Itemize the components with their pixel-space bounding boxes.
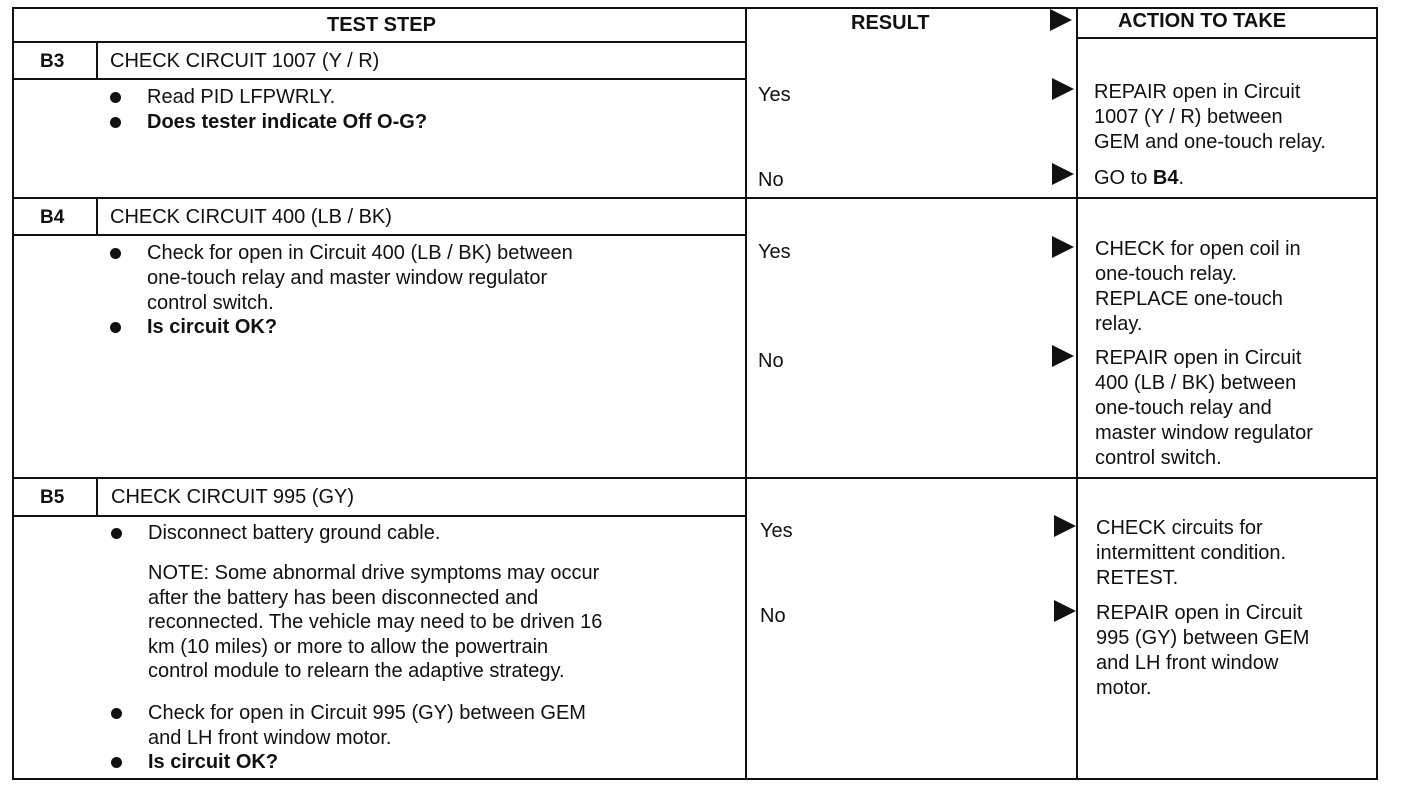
b5-no-action-2: 995 (GY) between GEM	[1096, 627, 1310, 649]
b3-procedure-2: Does tester indicate Off O-G?	[147, 111, 428, 133]
b4-yes-action-4: relay.	[1095, 313, 1143, 335]
header-divider	[12, 41, 747, 43]
b4-id-sep	[96, 197, 98, 236]
b5-procedure-1: Disconnect battery ground cable.	[148, 522, 441, 544]
border-bottom	[12, 778, 1378, 780]
bullet-icon	[110, 92, 121, 103]
b3-result-no: No	[758, 169, 784, 191]
b3-no-arrow-icon	[1052, 163, 1074, 185]
step-title-b3: CHECK CIRCUIT 1007 (Y / R)	[110, 50, 380, 72]
header-divider-right	[1076, 37, 1378, 39]
bullet-icon	[110, 117, 121, 128]
b5-yes-arrow-icon	[1054, 515, 1076, 537]
header-test-step: TEST STEP	[327, 14, 436, 36]
b4-no-action-4: master window regulator	[1095, 422, 1313, 444]
step-title-b4: CHECK CIRCUIT 400 (LB / BK)	[110, 206, 392, 228]
b4-procedure-3: control switch.	[147, 292, 274, 314]
b5-no-action-4: motor.	[1096, 677, 1152, 699]
b4-no-action-2: 400 (LB / BK) between	[1095, 372, 1297, 394]
bullet-icon	[111, 708, 122, 719]
b3-result-yes: Yes	[758, 84, 791, 106]
b5-yes-action-3: RETEST.	[1096, 567, 1179, 589]
b3-id-sep	[96, 41, 98, 80]
b5-title-divider	[12, 515, 747, 517]
b5-note-3: reconnected. The vehicle may need to be driven 16	[148, 611, 603, 633]
row-divider-b3-b4	[12, 197, 1378, 199]
b4-no-arrow-icon	[1052, 345, 1074, 367]
b4-result-no: No	[758, 350, 784, 372]
b4-title-divider	[12, 234, 747, 236]
step-id-b4: B4	[40, 207, 65, 228]
b5-procedure-4: Is circuit OK?	[148, 751, 279, 773]
b4-yes-action-1: CHECK for open coil in	[1095, 238, 1301, 260]
border-right	[1376, 7, 1378, 780]
b3-yes-action-1: REPAIR open in Circuit	[1094, 81, 1301, 103]
b5-result-yes: Yes	[760, 520, 793, 542]
b3-yes-action-3: GEM and one-touch relay.	[1094, 131, 1326, 153]
b3-no-action-suffix: .	[1178, 167, 1185, 189]
b5-note-5: control module to relearn the adaptive strategy.	[148, 660, 565, 682]
b4-yes-action-3: REPLACE one-touch	[1095, 288, 1283, 310]
header-action: ACTION TO TAKE	[1118, 10, 1287, 32]
b4-yes-action-2: one-touch relay.	[1095, 263, 1237, 285]
b3-no-action-target: B4	[1152, 167, 1179, 189]
b3-yes-action-2: 1007 (Y / R) between	[1094, 106, 1283, 128]
b5-no-action-3: and LH front window	[1096, 652, 1279, 674]
b4-procedure-2: one-touch relay and master window regulator	[147, 267, 548, 289]
b3-title-divider	[12, 78, 747, 80]
row-divider-b4-b5	[12, 477, 1378, 479]
b5-note-1: NOTE: Some abnormal drive symptoms may occur	[148, 562, 600, 584]
b3-yes-arrow-icon	[1052, 78, 1074, 100]
step-id-b5: B5	[40, 487, 65, 508]
b5-yes-action-1: CHECK circuits for	[1096, 517, 1263, 539]
b4-no-action-3: one-touch relay and	[1095, 397, 1272, 419]
b5-procedure-3: and LH front window motor.	[148, 727, 392, 749]
b3-procedure-1: Read PID LFPWRLY.	[147, 86, 336, 108]
b5-no-arrow-icon	[1054, 600, 1076, 622]
col-sep-result-action	[1076, 7, 1078, 780]
header-result: RESULT	[851, 12, 930, 34]
bullet-icon	[110, 248, 121, 259]
b5-procedure-2: Check for open in Circuit 995 (GY) between GEM	[148, 702, 586, 724]
b4-procedure-1: Check for open in Circuit 400 (LB / BK) between	[147, 242, 573, 264]
step-id-b3: B3	[40, 51, 65, 72]
b3-no-action	[1094, 166, 1184, 191]
bullet-icon	[111, 528, 122, 539]
col-sep-test-result	[745, 7, 747, 780]
b4-no-action-1: REPAIR open in Circuit	[1095, 347, 1302, 369]
b4-no-action-5: control switch.	[1095, 447, 1222, 469]
b5-note-2: after the battery has been disconnected and	[148, 587, 539, 609]
b5-note-4: km (10 miles) or more to allow the powertrain	[148, 636, 549, 658]
header-arrow-icon	[1050, 9, 1072, 31]
b4-result-yes: Yes	[758, 241, 791, 263]
bullet-icon	[111, 757, 122, 768]
b5-no-action-1: REPAIR open in Circuit	[1096, 602, 1303, 624]
b5-result-no: No	[760, 605, 786, 627]
border-left	[12, 7, 14, 780]
b5-yes-action-2: intermittent condition.	[1096, 542, 1287, 564]
bullet-icon	[110, 322, 121, 333]
step-title-b5: CHECK CIRCUIT 995 (GY)	[111, 486, 355, 508]
b4-procedure-4: Is circuit OK?	[147, 316, 278, 338]
b3-no-action-prefix: GO to	[1094, 167, 1153, 189]
b5-id-sep	[96, 477, 98, 517]
b4-yes-arrow-icon	[1052, 236, 1074, 258]
